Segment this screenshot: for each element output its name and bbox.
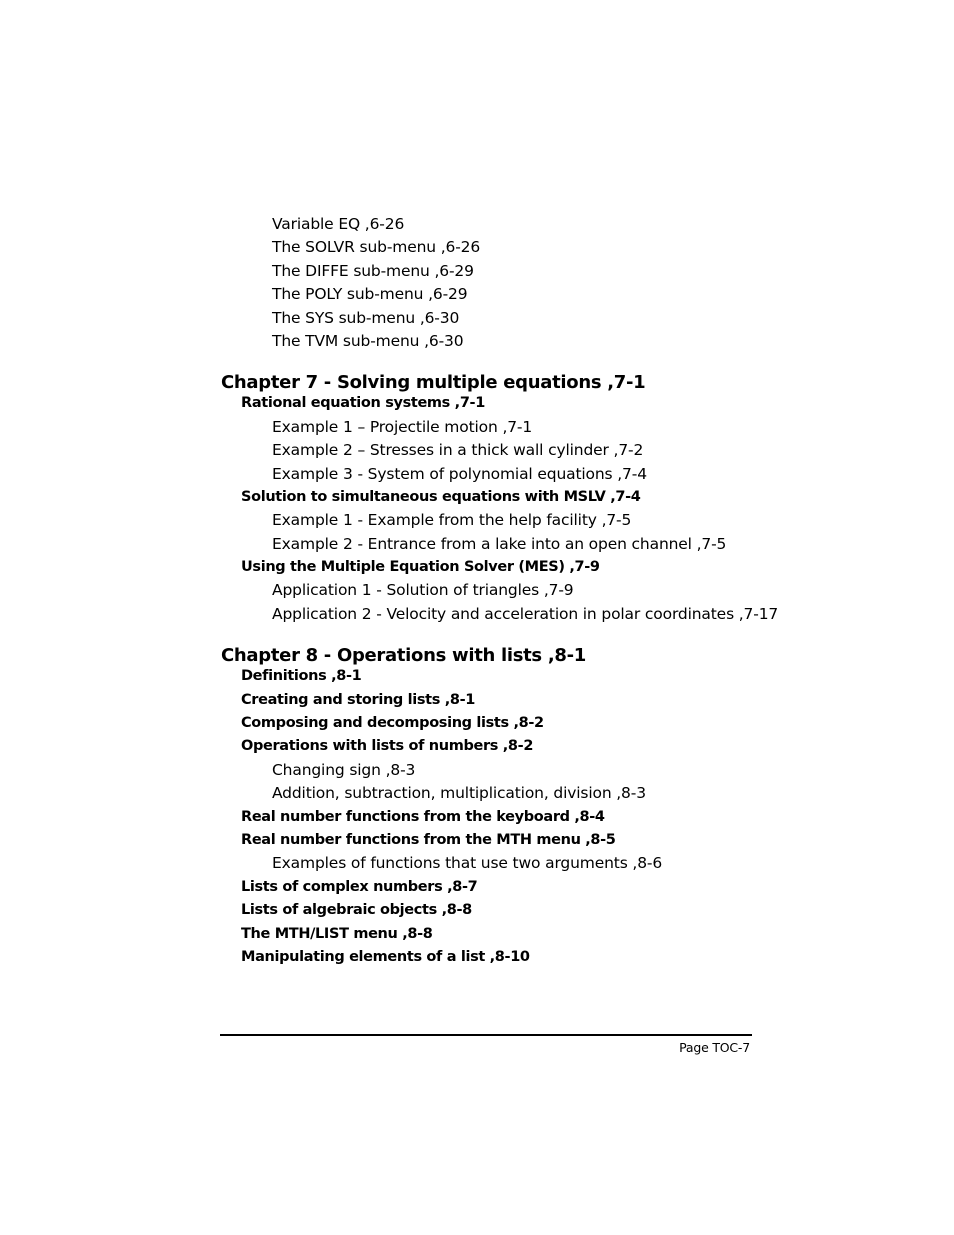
toc-entry-thick-wall-cylinder[interactable]: Example 2 – Stresses in a thick wall cylinder ,7-2 [272,441,644,460]
toc-entry-polar-coordinates[interactable]: Application 2 - Velocity and acceleration in polar coordinates ,7-17 [272,604,779,623]
toc-entry-tvm-submenu[interactable]: The TVM sub-menu ,6-30 [272,331,464,350]
page-number: Page TOC-7 [679,1040,750,1055]
toc-section-rational-equation-systems[interactable]: Rational equation systems ,7-1 [241,395,485,412]
toc-entry-diffe-submenu[interactable]: The DIFFE sub-menu ,6-29 [272,261,474,280]
toc-section-mth-menu-functions[interactable]: Real number functions from the MTH menu ,8-5 [241,831,616,848]
toc-entry-arithmetic[interactable]: Addition, subtraction, multiplication, division ,8-3 [272,784,646,803]
toc-entry-changing-sign[interactable]: Changing sign ,8-3 [272,760,416,779]
toc-entry-poly-submenu[interactable]: The POLY sub-menu ,6-29 [272,285,468,304]
toc-chapter-8-heading[interactable]: Chapter 8 - Operations with lists ,8-1 [221,645,586,667]
toc-section-definitions[interactable]: Definitions ,8-1 [241,668,362,685]
toc-section-creating-storing-lists[interactable]: Creating and storing lists ,8-1 [241,691,476,708]
toc-section-keyboard-functions[interactable]: Real number functions from the keyboard ,8-4 [241,808,605,825]
toc-entry-polynomial-equations[interactable]: Example 3 - System of polynomial equations ,7-4 [272,464,647,483]
toc-section-complex-numbers[interactable]: Lists of complex numbers ,8-7 [241,878,478,895]
toc-section-mes[interactable]: Using the Multiple Equation Solver (MES) ,7-9 [241,559,600,576]
footer-divider [220,1034,752,1036]
toc-section-manipulating-elements[interactable]: Manipulating elements of a list ,8-10 [241,948,530,965]
toc-entry-solution-of-triangles[interactable]: Application 1 - Solution of triangles ,7-9 [272,581,574,600]
toc-section-operations-lists-numbers[interactable]: Operations with lists of numbers ,8-2 [241,738,534,755]
toc-entry-sys-submenu[interactable]: The SYS sub-menu ,6-30 [272,308,460,327]
toc-entry-projectile-motion[interactable]: Example 1 – Projectile motion ,7-1 [272,417,533,436]
toc-section-composing-decomposing[interactable]: Composing and decomposing lists ,8-2 [241,715,544,732]
table-of-contents [221,213,779,969]
toc-entry-solvr-submenu[interactable]: The SOLVR sub-menu ,6-26 [272,238,481,257]
toc-entry-help-facility[interactable]: Example 1 - Example from the help facility ,7-5 [272,511,632,530]
toc-section-mslv[interactable]: Solution to simultaneous equations with MSLV ,7-4 [241,488,641,505]
toc-entry-variable-eq[interactable]: Variable EQ ,6-26 [272,215,405,233]
toc-entry-open-channel[interactable]: Example 2 - Entrance from a lake into an open channel ,7-5 [272,534,727,553]
toc-chapter-7-heading[interactable]: Chapter 7 - Solving multiple equations ,7-1 [221,372,646,394]
toc-section-mth-list-menu[interactable]: The MTH/LIST menu ,8-8 [241,925,433,942]
toc-section-algebraic-objects[interactable]: Lists of algebraic objects ,8-8 [241,902,472,919]
toc-entry-two-arguments[interactable]: Examples of functions that use two arguments ,8-6 [272,854,663,873]
